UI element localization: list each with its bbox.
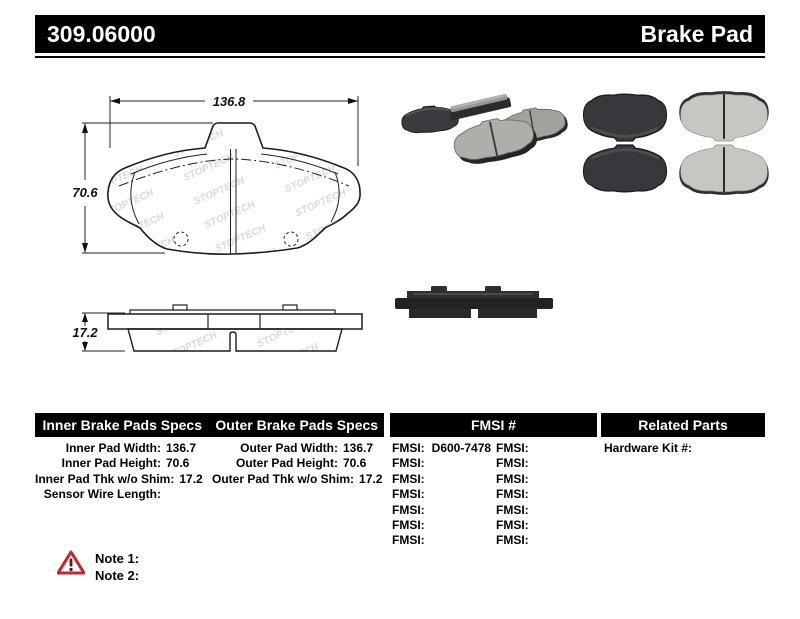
outer-specs-title: Outer Brake Pads Specs xyxy=(215,417,379,433)
fmsi-row: FMSI: D600-7478 xyxy=(392,441,492,455)
fmsi-row: FMSI: xyxy=(392,471,425,486)
side-view-drawing xyxy=(72,305,362,351)
fmsi-row: FMSI: xyxy=(392,517,425,532)
thickness-dim-label: 17.2 xyxy=(72,325,98,340)
spec-row: Inner Pad Height: 70.6 xyxy=(61,456,190,471)
front-view-drawing xyxy=(72,94,360,254)
fmsi-row: FMSI: xyxy=(496,502,529,517)
fmsi-row: FMSI: xyxy=(392,502,425,517)
pad-set-light-bottom xyxy=(679,145,768,195)
note-2: Note 2: xyxy=(95,568,140,583)
height-dim-label: 70.6 xyxy=(72,185,98,200)
header-rule xyxy=(35,56,765,58)
fmsi-row: FMSI: xyxy=(392,533,425,548)
width-dim-label: 136.8 xyxy=(212,94,246,109)
abutment-tab-right xyxy=(283,305,297,310)
technical-drawing xyxy=(45,88,375,388)
fmsi-column-1 xyxy=(392,441,492,549)
outer-specs-column xyxy=(212,441,392,487)
pad-set-dark-bottom xyxy=(583,145,666,192)
product-photo-edge-view xyxy=(393,281,558,323)
fmsi-row: FMSI: xyxy=(496,487,529,502)
specs-header-bar xyxy=(35,413,384,437)
pad-set-light-top xyxy=(679,91,768,141)
product-photo-angled-pads xyxy=(393,93,583,183)
spec-row: Inner Pad Thk w/o Shim: 17.2 xyxy=(35,471,203,486)
fmsi-row: FMSI: xyxy=(496,456,529,471)
related-parts-column xyxy=(604,441,774,456)
note-1: Note 1: xyxy=(95,551,140,566)
fmsi-column-2 xyxy=(496,441,596,549)
fmsi-row: FMSI: xyxy=(392,487,425,502)
spec-row: Outer Pad Thk w/o Shim: 17.2 xyxy=(212,471,383,486)
fmsi-row: FMSI: xyxy=(496,441,529,455)
warning-triangle-icon xyxy=(57,550,85,576)
spec-row: Outer Pad Height: 70.6 xyxy=(235,456,367,471)
related-row: Hardware Kit #: xyxy=(604,441,693,455)
related-parts-header-bar: Related Parts xyxy=(601,413,765,437)
fmsi-row: FMSI: xyxy=(392,456,425,471)
pad-set-dark-top xyxy=(583,94,666,141)
product-type: Brake Pad xyxy=(640,20,753,47)
fmsi-header-bar: FMSI # xyxy=(390,413,597,437)
spec-row: Sensor Wire Length: xyxy=(43,487,161,502)
part-number: 309.06000 xyxy=(47,20,156,47)
pad-photo-edge-top xyxy=(448,93,512,121)
pad-outline xyxy=(108,123,360,254)
inner-specs-column xyxy=(35,441,215,503)
backing-plate xyxy=(108,314,362,329)
friction-material xyxy=(128,329,342,351)
product-photo-pad-set xyxy=(578,85,773,197)
spec-row: Outer Pad Width: 136.7 xyxy=(240,441,374,455)
abutment-tab-left xyxy=(173,305,187,310)
fmsi-row: FMSI: xyxy=(496,471,529,486)
inner-specs-title: Inner Brake Pads Specs xyxy=(42,417,203,433)
fmsi-row: FMSI: xyxy=(496,533,529,548)
spec-row: Inner Pad Width: 136.7 xyxy=(65,441,197,455)
fmsi-row: FMSI: xyxy=(496,517,529,532)
title-bar xyxy=(35,15,765,53)
